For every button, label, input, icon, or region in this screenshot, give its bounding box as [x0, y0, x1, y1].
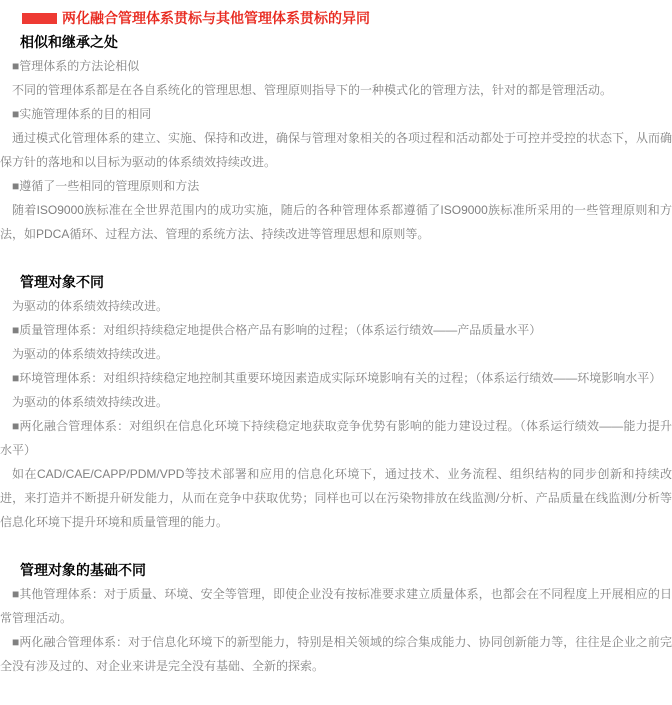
section-management-object: [0, 270, 672, 534]
section-similarities: [0, 30, 672, 246]
bullet-paragraph: ■实施管理体系的目的相同: [12, 107, 152, 121]
bullet-paragraph: ■管理体系的方法论相似: [12, 59, 140, 73]
bullet-paragraph: ■两化融合管理体系：对组织在信息化环境下持续稳定地获取竞争优势有影响的能力建设过程。（体系运行绩效——能力提升水平）: [0, 419, 672, 457]
paragraph: 通过模式化管理体系的建立、实施、保持和改进，确保与管理对象相关的各项过程和活动都处于可控并受控的状态下，从而确保方针的落地和以目标为驱动的体系绩效持续改进。: [0, 131, 672, 169]
bullet-paragraph: ■遵循了一些相同的管理原则和方法: [12, 179, 200, 193]
article-title-row: [0, 6, 672, 30]
paragraph: 随着ISO9000族标准在全世界范围内的成功实施，随后的各种管理体系都遵循了ISO9000族标准所采用的一些管理原则和方法，如PDCA循环、过程方法、管理的系统方法、持续改进等管理思想和原则等。: [0, 203, 672, 241]
paragraph: 不同的管理体系都是在各自系统化的管理思想、管理原则指导下的一种模式化的管理方法，针对的都是管理活动。: [12, 83, 613, 97]
section-heading: 管理对象的基础不同: [20, 562, 146, 578]
section-management-object-basis: [0, 558, 672, 678]
paragraph: 为驱动的体系绩效持续改进。: [12, 299, 169, 313]
title-marker-icon: [22, 13, 57, 24]
bullet-paragraph: ■环境管理体系：对组织持续稳定地控制其重要环境因素造成实际环境影响有关的过程；（体系运行绩效——环境影响水平）: [12, 371, 662, 385]
bullet-paragraph: ■两化融合管理体系：对于信息化环境下的新型能力，特别是相关领域的综合集成能力、协同创新能力等，往往是企业之前完全没有涉及过的、对企业来讲是完全没有基础、全新的探索。: [0, 635, 672, 673]
article-title: 两化融合管理体系贯标与其他管理体系贯标的异同: [62, 10, 370, 26]
paragraph: 为驱动的体系绩效持续改进。: [12, 395, 169, 409]
section-heading: 相似和继承之处: [20, 34, 118, 50]
paragraph: 为驱动的体系绩效持续改进。: [12, 347, 169, 361]
bullet-paragraph: ■质量管理体系：对组织持续稳定地提供合格产品有影响的过程；（体系运行绩效——产品质量水平）: [12, 323, 542, 337]
bullet-paragraph: ■其他管理体系：对于质量、环境、安全等管理，即使企业没有按标准要求建立质量体系，也都会在不同程度上开展相应的日常管理活动。: [0, 587, 672, 625]
paragraph: 如在CAD/CAE/CAPP/PDM/VPD等技术部署和应用的信息化环境下，通过技术、业务流程、组织结构的同步创新和持续改进，来打造并不断提升研发能力，从而在竞争中获取优势；同样也可以在污染物排放在线监测/分析、产品质量在线监测/分析等信息化环境下提升环境和质量管理的能力。: [0, 467, 672, 529]
section-heading: 管理对象不同: [20, 274, 104, 290]
